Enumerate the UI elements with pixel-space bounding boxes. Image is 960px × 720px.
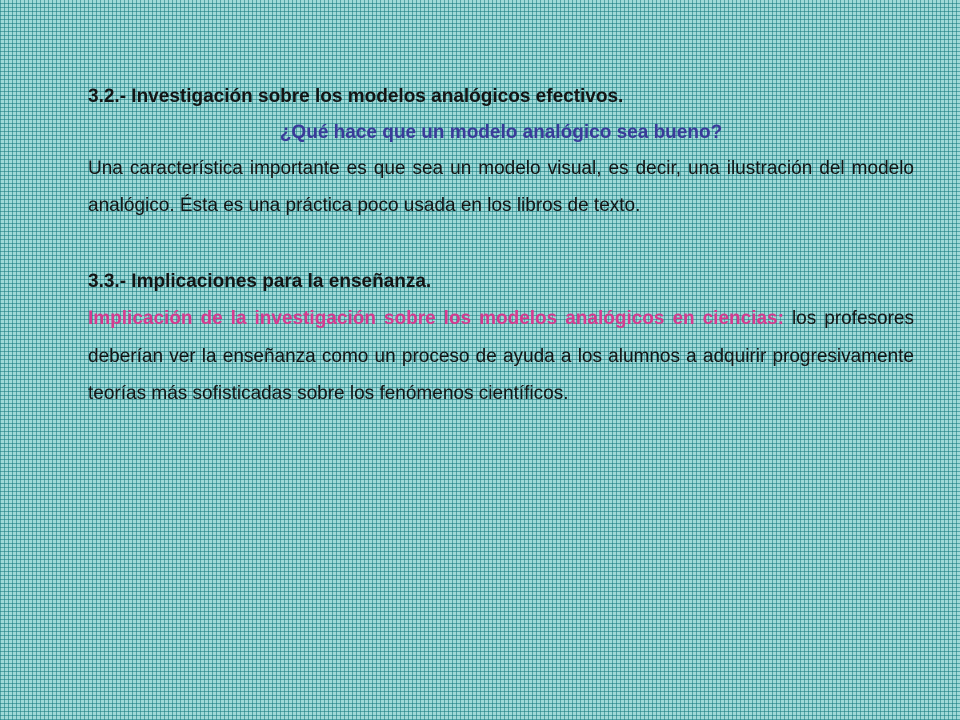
section-body-3-2: Una característica importante es que sea un modelo visual, es decir, una ilustración del modelo analógico. Ésta es una práctica poco usada en los libros de texto.	[88, 157, 914, 216]
slide-content	[88, 78, 914, 413]
section-body-3-3	[88, 300, 914, 413]
implication-highlight: Implicación de la investigación sobre los modelos analógicos en ciencias:	[88, 308, 784, 329]
spacer	[88, 225, 914, 263]
implication-body: los profesores deberían ver la enseñanza como un proceso de ayuda a los alumnos a adquirir progresivamente teorías más sofisticadas sobre los fenómenos científicos.	[88, 308, 914, 404]
section-heading-3-3: 3.3.- Implicaciones para la enseñanza.	[88, 270, 432, 292]
section-question: ¿Qué hace que un modelo analógico sea bueno?	[279, 121, 723, 143]
section-heading-3-2: 3.2.- Investigación sobre los modelos analógicos efectivos.	[88, 86, 624, 107]
